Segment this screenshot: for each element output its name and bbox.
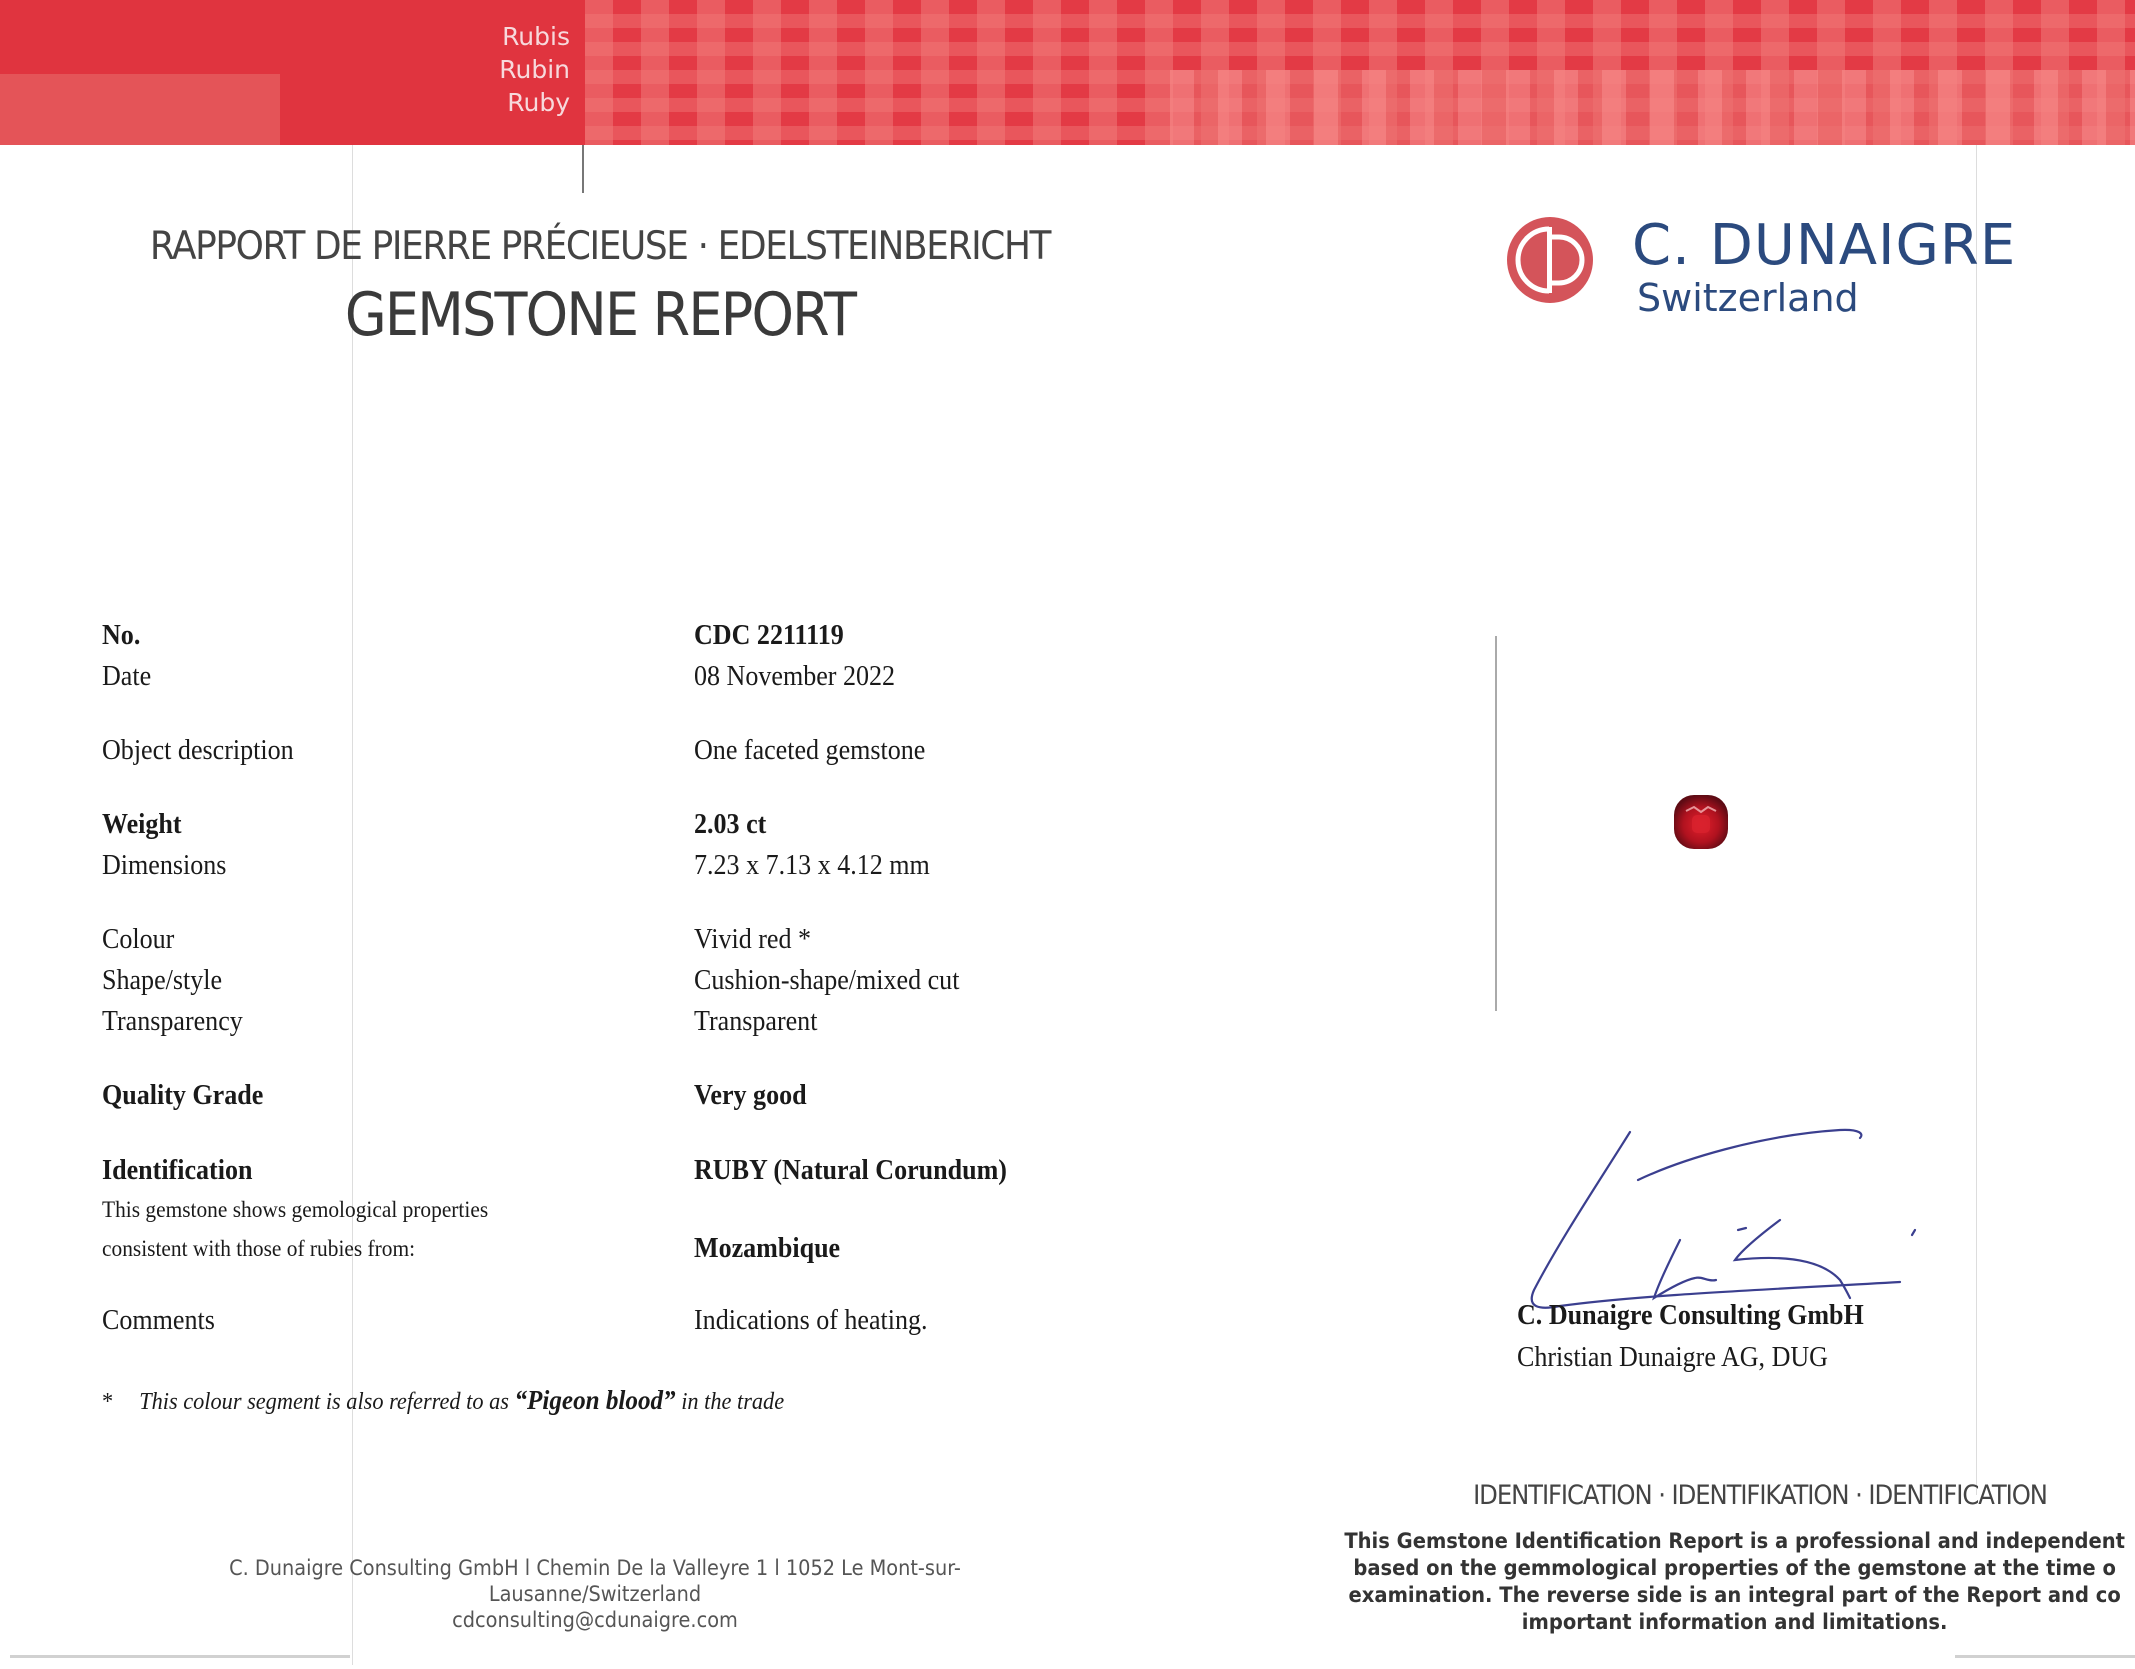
label-date: Date: [102, 661, 152, 692]
company-address: C. Dunaigre Consulting GmbH l Chemin De la Valleyre 1 l 1052 Le Mont-sur-Lausanne/Switzerland: [229, 1556, 961, 1606]
pigeon-blood-footnote: [102, 1385, 784, 1416]
report-title: GEMSTONE REPORT: [344, 280, 856, 350]
disclaimer-line-1: This Gemstone Identification Report is a professional and independent: [1344, 1529, 2125, 1553]
word-english: Ruby: [507, 88, 570, 117]
report-subtitle: RAPPORT DE PIERRE PRÉCIEUSE · EDELSTEINBERICHT: [149, 224, 1051, 269]
label-identification: Identification: [102, 1155, 253, 1186]
footnote-emphasis: “Pigeon blood”: [514, 1385, 676, 1415]
value-object-description: One faceted gemstone: [694, 735, 926, 766]
value-dimensions: 7.23 x 7.13 x 4.12 mm: [694, 850, 930, 881]
value-quality-grade: Very good: [694, 1080, 807, 1111]
logo-company-name: C. DUNAIGRE: [1632, 213, 2017, 278]
value-colour: Vivid red *: [694, 924, 812, 955]
logo-country: Switzerland: [1637, 276, 1859, 320]
footnote-text-before: This colour segment is also referred to as: [139, 1389, 515, 1415]
value-shape-style: Cushion-shape/mixed cut: [694, 965, 960, 996]
footnote-text-after: in the trade: [675, 1389, 785, 1415]
scan-artifact-right: [1955, 1655, 2135, 1658]
company-address-block: [130, 1555, 1059, 1633]
value-identification: RUBY (Natural Corundum): [694, 1155, 1007, 1186]
label-origin-line2: consistent with those of rubies from:: [102, 1236, 416, 1261]
label-colour: Colour: [102, 924, 175, 955]
fold-line-left: [352, 145, 353, 1665]
gem-name-translations: [440, 20, 570, 119]
word-german: Rubin: [499, 55, 570, 84]
label-comments: Comments: [102, 1305, 215, 1336]
signing-company: C. Dunaigre Consulting GmbH: [1517, 1300, 1864, 1331]
value-transparency: Transparent: [694, 1006, 818, 1037]
signing-person: Christian Dunaigre AG, DUG: [1517, 1342, 1828, 1373]
disclaimer-line-3: examination. The reverse side is an integral part of the Report and co: [1348, 1583, 2121, 1607]
ruby-gemstone-photo: [1672, 793, 1730, 851]
value-weight: 2.03 ct: [694, 809, 767, 840]
company-email[interactable]: cdconsulting@cdunaigre.com: [452, 1608, 738, 1632]
band-cross-pattern-lower: [1170, 70, 2135, 145]
header-tick-mark: [582, 145, 584, 193]
header-band: [0, 0, 2135, 145]
label-weight: Weight: [102, 809, 182, 840]
value-date: 08 November 2022: [694, 661, 896, 692]
label-quality-grade: Quality Grade: [102, 1080, 264, 1111]
label-number: No.: [102, 620, 141, 651]
value-number: CDC 2211119: [694, 620, 844, 651]
word-french: Rubis: [502, 22, 570, 51]
label-origin-line1: This gemstone shows gemological properties: [102, 1197, 489, 1222]
label-object-description: Object description: [102, 735, 294, 766]
disclaimer-line-4: important information and limitations.: [1521, 1610, 1948, 1634]
disclaimer-line-2: based on the gemmological properties of the gemstone at the time o: [1353, 1556, 2116, 1580]
band-left-block: [0, 74, 280, 145]
label-transparency: Transparency: [102, 1006, 243, 1037]
value-origin: Mozambique: [694, 1233, 841, 1264]
photo-divider-line: [1495, 636, 1497, 1011]
cd-monogram-icon: [1505, 215, 1595, 305]
identification-heading: IDENTIFICATION · IDENTIFIKATION · IDENTIFICATION: [1473, 1480, 2047, 1511]
scan-artifact-left: [10, 1655, 350, 1658]
label-dimensions: Dimensions: [102, 850, 227, 881]
footnote-marker: *: [102, 1389, 114, 1415]
handwritten-signature: [1520, 1120, 1980, 1320]
identification-disclaimer: [1265, 1528, 2135, 1636]
value-comments: Indications of heating.: [694, 1305, 928, 1336]
label-shape-style: Shape/style: [102, 965, 223, 996]
